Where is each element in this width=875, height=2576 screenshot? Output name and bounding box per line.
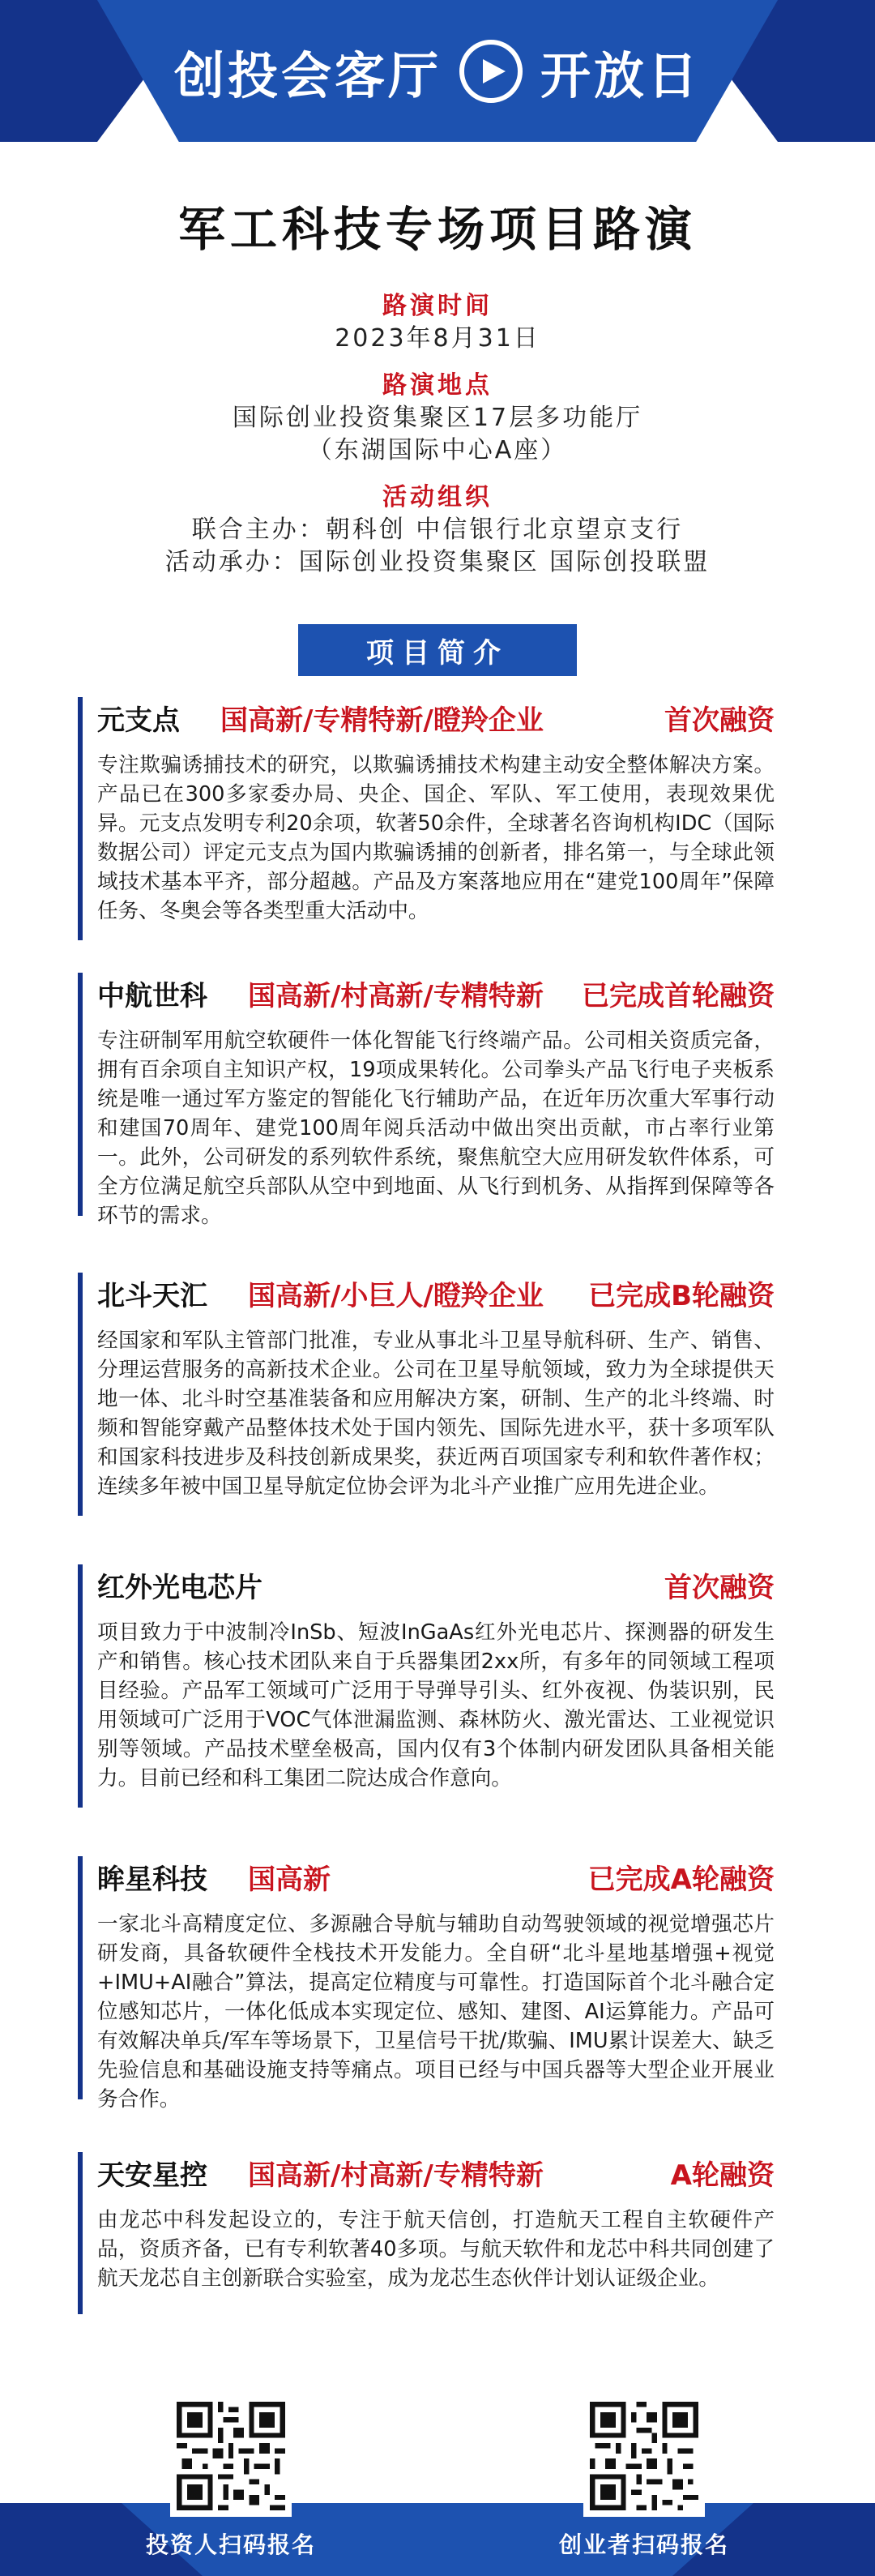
project-tags: 国高新/村高新/专精特新 <box>248 979 544 1012</box>
banner-title <box>0 31 875 112</box>
project-description: 由龙芯中科发起设立的，专注于航天信创，打造航天工程自主软硬件产品，资质齐备，已有专利软著40多项。与航天软件和龙芯中科共同创建了航天龙芯自主创新联合实验室，成为龙芯生态伙伴计划认证级企业。 <box>97 2208 775 2291</box>
project-header <box>97 1273 775 1313</box>
project-header <box>97 1856 775 1897</box>
banner-title-right: 开放日 <box>540 45 702 105</box>
project-header <box>97 973 775 1013</box>
banner-title-left: 创投会客厅 <box>173 45 442 105</box>
project-tags: 国高新/村高新/专精特新 <box>248 2159 544 2192</box>
project-accent-bar <box>78 2152 83 2314</box>
place-label: 路演地点 <box>382 371 493 400</box>
project-tags: 国高新/专精特新/瞪羚企业 <box>220 704 544 737</box>
project-round: 已完成A轮融资 <box>587 1863 775 1896</box>
project-accent-bar <box>78 1273 83 1516</box>
project-card <box>78 1564 775 1832</box>
place-line2: （东湖国际中心A座） <box>307 436 568 464</box>
page-title: 军工科技专场项目路演 <box>177 202 697 257</box>
project-accent-bar <box>78 973 83 1216</box>
project-tags: 国高新 <box>248 1863 331 1896</box>
organizer: 联合主办：朝科创 中信银行北京望京支行 <box>191 516 684 544</box>
investor-signup-label: 投资人扫码报名 <box>145 2531 316 2558</box>
project-accent-bar <box>78 1856 83 2099</box>
project-card <box>78 973 775 1240</box>
place-line1: 国际创业投资集聚区17层多功能厅 <box>232 404 643 432</box>
project-round: A轮融资 <box>670 2159 775 2192</box>
project-description: 经国家和军队主管部门批准，专业从事北斗卫星导航科研、生产、销售、分理运营服务的高新技术企业。公司在卫星导航领域，致力为全球提供天地一体、北斗时空基准装备和应用解决方案，研制、生产的北斗终端、时频和智能穿戴产品整体技术处于国内领先、国际先进水平，获十多项军队和国家科技进步及科技创新成果奖，获近两百项国家专利和软件著作权；连续多年被中国卫星导航定位协会评为北斗产业推广应用先进企业。 <box>97 1329 775 1499</box>
project-round: 已完成B轮融资 <box>588 1279 775 1312</box>
play-circle-icon <box>459 40 523 103</box>
project-card <box>78 1856 775 2124</box>
project-card <box>78 697 775 965</box>
founder-qr-code-icon[interactable] <box>583 2395 705 2517</box>
project-name: 中航世科 <box>97 979 207 1012</box>
project-round: 已完成首轮融资 <box>582 979 775 1012</box>
project-description: 专注欺骗诱捕技术的研究，以欺骗诱捕技术构建主动安全整体解决方案。产品已在300多家委办局、央企、国企、军队、军工使用，表现效果优异。元支点发明专利20余项，软著50余件，全球著名咨询机构IDC（国际数据公司）评定元支点为国内欺骗诱捕的创新者，排名第一，与全球此领域技术基本平齐，部分超越。产品及方案落地应用在“建党100周年”保障任务、冬奥会等各类型重大活动中。 <box>97 753 775 923</box>
time-value: 2023年8月31日 <box>335 324 540 353</box>
project-description: 一家北斗高精度定位、多源融合导航与辅助自动驾驶领域的视觉增强芯片研发商，具备软硬件全栈技术开发能力。全自研“北斗星地基增强+视觉+IMU+AI融合”算法，提高定位精度与可靠性。打造国际首个北斗融合定位感知芯片，一体化低成本实现定位、感知、建图、AI运算能力。产品可有效解决单兵/军车等场景下，卫星信号干扰/欺骗、IMU累计误差大、缺乏先验信息和基础设施支持等痛点。项目已经与中国兵器等大型企业开展业务合作。 <box>97 1912 775 2112</box>
org-label: 活动组织 <box>382 483 493 511</box>
project-name: 元支点 <box>97 704 180 737</box>
founder-signup-label: 创业者扫码报名 <box>558 2531 729 2558</box>
project-name: 红外光电芯片 <box>97 1571 262 1604</box>
investor-qr-code-icon[interactable] <box>170 2395 292 2517</box>
project-card <box>78 1273 775 1540</box>
project-name: 眸星科技 <box>97 1863 207 1896</box>
project-round: 首次融资 <box>664 704 775 737</box>
project-accent-bar <box>78 1564 83 1808</box>
project-description: 专注研制军用航空软硬件一体化智能飞行终端产品。公司相关资质完备，拥有百余项自主知识产权，19项成果转化。公司拳头产品飞行电子夹板系统是唯一通过军方鉴定的智能化飞行辅助产品，在近年历次重大军事行动和建国70周年、建党100周年阅兵活动中做出突出贡献，市占率行业第一。此外，公司研发的系列软件系统，聚焦航空大应用研发软件体系，可全方位满足航空兵部队从空中到地面、从飞行到机务、从指挥到保障等各环节的需求。 <box>97 1029 775 1228</box>
project-accent-bar <box>78 697 83 940</box>
project-description: 项目致力于中波制冷InSb、短波InGaAs红外光电芯片、探测器的研发生产和销售。核心技术团队来自于兵器集团2xx所，有多年的同领域工程项目经验。产品军工领域可广泛用于导弹导引头、红外夜视、伪装识别，民用领域可广泛用于VOC气体泄漏监测、森林防火、激光雷达、工业视觉识别等领域。产品技术壁垒极高，国内仅有3个体制内研发团队具备相关能力。目前已经和科工集团二院达成合作意向。 <box>97 1620 775 1791</box>
project-name: 天安星控 <box>97 2159 207 2192</box>
project-header <box>97 697 775 738</box>
project-round: 首次融资 <box>664 1571 775 1604</box>
project-tags: 国高新/小巨人/瞪羚企业 <box>248 1279 544 1312</box>
project-name: 北斗天汇 <box>97 1279 207 1312</box>
time-label: 路演时间 <box>382 292 493 320</box>
section-header: 项目简介 <box>298 624 577 676</box>
project-card <box>78 2152 775 2314</box>
project-header <box>97 2152 775 2193</box>
undertaker: 活动承办：国际创业投资集聚区 国际创投联盟 <box>164 548 711 576</box>
project-header <box>97 1564 775 1605</box>
